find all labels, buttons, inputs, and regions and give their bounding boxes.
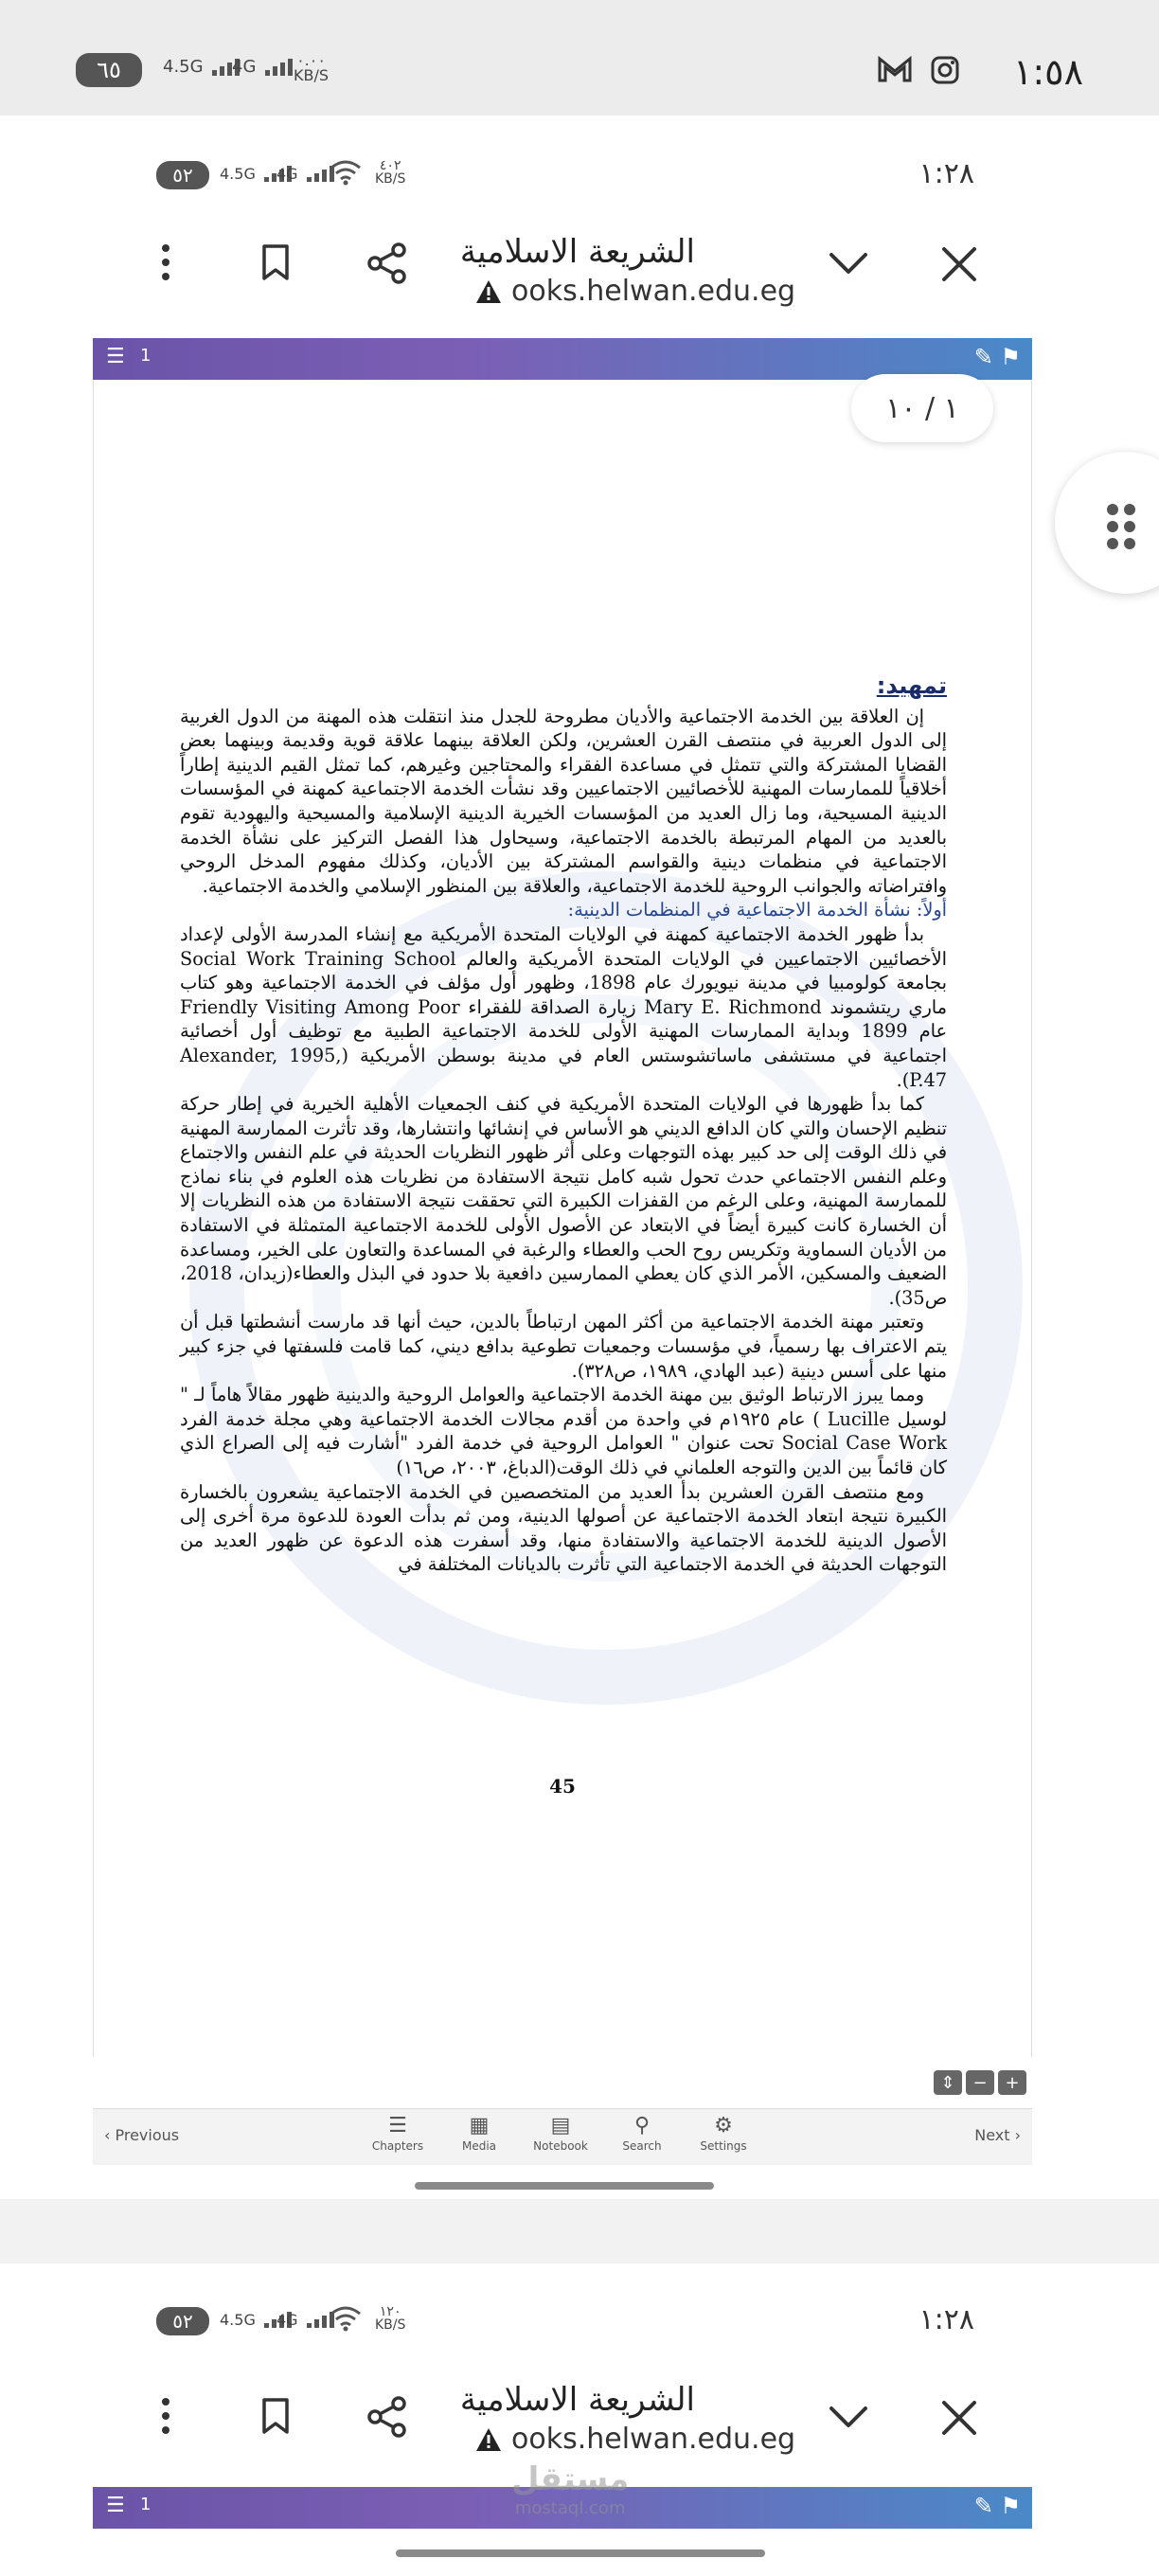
page-title: الشريعة الاسلامية xyxy=(459,2381,695,2419)
add-note-icon[interactable]: ✎ xyxy=(973,2493,993,2519)
add-note-icon[interactable]: ✎ xyxy=(973,344,993,370)
share-icon[interactable] xyxy=(365,241,410,286)
speed-unit: KB/S xyxy=(375,2317,406,2333)
battery-indicator xyxy=(76,53,142,87)
tab-label: Search xyxy=(622,2139,662,2153)
network-signal-2 xyxy=(232,55,293,76)
tab-media[interactable] xyxy=(441,2113,517,2153)
network-type-label: 4.5G xyxy=(220,165,256,183)
chapters-icon: ☰ xyxy=(388,2114,407,2138)
clock: ١:٢٨ xyxy=(918,157,974,190)
network-speed xyxy=(375,2305,405,2332)
notebook-icon: ▤ xyxy=(550,2114,571,2138)
next-button[interactable]: Next › xyxy=(974,2126,1021,2144)
battery-level: ٦٥ xyxy=(97,57,121,83)
paragraph: ومع منتصف القرن العشرين بدأ العديد من المتخصصين في الخدمة الاجتماعية يشعرون بالخسارة الكبيرة نتيجة ابتعاد الخدمة الاجتماعية عن أصولها الدينية، ومن ثم بدأت العودة للدعوة مرة أخرى إلى الأصول الدينية للخدمة الاجتماعية والاستفادة منها، وقد أسفرت هذه الدعوة عن ظهور العديد من التوجهات الحديثة في الخدمة الاجتماعية التي تأثرت بالديانات المختلفة في xyxy=(180,1480,947,1576)
notification-icons xyxy=(877,55,960,85)
chevron-down-icon[interactable] xyxy=(826,2398,871,2436)
tab-chapters[interactable] xyxy=(360,2113,436,2153)
warning-icon[interactable] xyxy=(473,2424,504,2455)
bookmark-icon[interactable]: ⚑ xyxy=(1000,344,1021,370)
subheading: أولاً: نشأة الخدمة الاجتماعية في المنظمات الدينية: xyxy=(567,899,947,921)
more-options-icon[interactable] xyxy=(144,241,187,284)
speed-value: ٤٠٢ xyxy=(379,158,401,173)
network-speed xyxy=(375,159,405,186)
page-counter: ١ / ١٠ xyxy=(851,374,993,442)
battery-indicator xyxy=(156,2307,209,2335)
watermark-english: mostaql.com xyxy=(514,2498,626,2518)
reader-tools xyxy=(974,2493,1021,2519)
chevron-down-icon[interactable] xyxy=(826,244,871,282)
paragraph: بدأ ظهور الخدمة الاجتماعية كمهنة في الولايات المتحدة الأمريكية مع إنشاء المدرسة الأولى لإعداد الأخصائيين الاجتماعيين في الولايات المتحدة الأمريكية والعالم Social Work Training School بجامعة كولومبيا في مدينة نيويورك عام 1898، وظهور أول مؤلف في الخدمة الاجتماعية وهو كتاب ماري ريتشموند Mary E. Richmond زيارة الصداقة للفقراء Friendly Visiting Among Poor عام 1899 وبداية الممارسات المهنية الأولى للخدمة الاجتماعية الطبية مع توظيف أول أخصائية اجتماعية في مستشفى ماساتشوستس العام في مدينة بوسطن الأمريكية (Alexander, 1995, P.47). xyxy=(180,922,947,1091)
url-text[interactable]: ooks.helwan.edu.eg xyxy=(511,2423,796,2456)
network-type-label: 4G xyxy=(276,165,298,183)
more-options-icon[interactable] xyxy=(144,2394,187,2438)
zoom-tools xyxy=(934,2070,1026,2095)
tab-label: Chapters xyxy=(371,2139,424,2153)
close-icon[interactable] xyxy=(937,2396,981,2440)
reader-tools xyxy=(974,344,1021,370)
home-indicator-2[interactable] xyxy=(396,2549,765,2557)
network-type-label: 4.5G xyxy=(220,2311,256,2329)
battery-indicator xyxy=(156,161,209,189)
tab-label: Notebook xyxy=(533,2139,588,2153)
network-type-label: 4G xyxy=(276,2311,298,2329)
network-signal-2 xyxy=(276,161,334,182)
reader-bottom-nav xyxy=(93,2108,1032,2165)
speed-value: ٠.٠٠ xyxy=(296,51,326,69)
document-body xyxy=(180,674,947,1577)
home-indicator[interactable] xyxy=(415,2182,714,2190)
previous-label: Previous xyxy=(115,2126,180,2144)
wifi-icon xyxy=(330,2305,362,2332)
watermark-arabic: مستقل xyxy=(511,2460,630,2498)
bookmark-icon[interactable] xyxy=(254,241,297,284)
tab-label: Media xyxy=(461,2139,497,2153)
warning-icon[interactable] xyxy=(473,277,504,307)
network-speed xyxy=(294,53,329,83)
battery-level: ٥٢ xyxy=(172,164,193,187)
paragraph: إن العلاقة بين الخدمة الاجتماعية والأديان مطروحة للجدل منذ انتقلت هذه المهنة من الدول الغربية إلى الدول العربية في منتصف القرن العشرين، ولكن العلاقة بينهما علاقة قوية وقديمة وبينهما بعض القضايا المشتركة والتي تتمثل في مساعدة الفقراء والمحتاجين وغيرهم، كما تمثل القيم الدينية إطاراً أخلاقياً للممارسات المهنية للأخصائيين الاجتماعيين وقد نشأت الخدمة الاجتماعية كمهنة في المؤسسات الدينية المسيحية، وما زال العديد من المؤسسات الخيرية الدينية الإسلامية والمسيحية واليهودية تقوم بالعديد من المهام المرتبطة بالخدمة الاجتماعية، وسيحاول هذا الفصل التركيز على نشأة الخدمة الاجتماعية في منظمات دينية والقواسم المشتركة بين الأديان، وكذلك مفهوم المدخل الروحي وافتراضاته والجوانب الروحية للخدمة الاجتماعية، والعلاقة بين المنظور الإسلامي والخدمة الاجتماعية. xyxy=(180,705,947,897)
gmail-icon xyxy=(877,55,913,83)
menu-icon[interactable]: ☰ xyxy=(106,345,125,368)
reader-page-number: 1 xyxy=(140,2495,152,2514)
section-heading: تمهيد: xyxy=(876,672,947,699)
outer-status-bar xyxy=(0,0,1159,116)
speed-value: ١٢٠ xyxy=(379,2304,401,2319)
battery-level: ٥٢ xyxy=(172,2310,193,2333)
site-watermark xyxy=(511,2460,629,2518)
previous-button[interactable]: ‹ Previous xyxy=(104,2126,180,2144)
paragraph: ومما يبرز الارتباط الوثيق بين مهنة الخدمة الاجتماعية والعوامل الروحية والدينية ظهور مقالاً هاماً لـ " لوسيل Lucille ) عام ١٩٢٥م في واحدة من أقدم مجالات الخدمة الاجتماعية وهي مجلة خدمة الفرد Social Case Work تحت عنوان " العوامل الروحية في خدمة الفرد "أشارت فيه إلى الصراع الذي كان قائماً بين الدين والتوجه العلماني في ذلك الوقت(الدباغ، ٢٠٠٣، ص١٦) xyxy=(180,1384,947,1478)
zoom-in-icon[interactable]: + xyxy=(998,2070,1026,2095)
signal-bars-icon xyxy=(265,55,293,76)
speed-unit: KB/S xyxy=(375,171,406,187)
url-text[interactable]: ooks.helwan.edu.eg xyxy=(511,275,796,308)
wifi-icon xyxy=(330,159,362,186)
reader-page-number: 1 xyxy=(140,346,152,366)
menu-icon[interactable]: ☰ xyxy=(106,2494,125,2517)
zoom-out-icon[interactable]: − xyxy=(966,2070,994,2095)
next-label: Next xyxy=(974,2126,1010,2144)
network-type-label: 4.5G xyxy=(163,57,204,77)
close-icon[interactable] xyxy=(937,242,981,286)
tab-search[interactable] xyxy=(604,2113,680,2153)
tab-notebook[interactable] xyxy=(523,2113,598,2153)
network-signal-2 xyxy=(276,2307,334,2328)
page-title: الشريعة الاسلامية xyxy=(459,233,695,271)
instagram-icon xyxy=(930,55,960,85)
clock: ١:٢٨ xyxy=(918,2303,974,2336)
search-icon: ⚲ xyxy=(633,2114,651,2138)
bookmark-icon[interactable]: ⚑ xyxy=(1000,2493,1021,2519)
network-signal xyxy=(163,55,240,76)
page-number: 45 xyxy=(549,1775,576,1798)
inner-screenshot-2 xyxy=(0,2263,1159,2576)
bookmark-icon[interactable] xyxy=(254,2394,297,2438)
apps-fab[interactable] xyxy=(1055,452,1159,594)
clock: ١:٥٨ xyxy=(1012,51,1083,93)
paragraph: وتعتبر مهنة الخدمة الاجتماعية من أكثر المهن ارتباطاً بالدين، حيث أنها قد مارست أنشطتها قبل أن يتم الاعتراف بها رسمياً، في مؤسسات وجمعيات تطوعية بدافع ديني، كما قامت فلسفتها في جزء كبير منها على أسس دينية (عبد الهادي، ١٩٨٩، ص٣٢٨). xyxy=(180,1311,947,1382)
share-icon[interactable] xyxy=(365,2394,410,2440)
speed-unit: KB/S xyxy=(294,66,330,84)
apps-grid-icon xyxy=(1107,504,1145,542)
fit-page-icon[interactable]: ⇕ xyxy=(934,2070,962,2095)
paragraph: كما بدأ ظهورها في الولايات المتحدة الأمريكية في كنف الجمعيات الأهلية الخيرية في إطار حركة تنظيم الإحسان والتي كان الدافع الديني هو الأساس في إنشائها وانتشارها، وقد تأثرت الممارسة المهنية في ذلك الوقت إلى حد كبير بهذه التوجهات وعلى أثر ظهور النظريات الحديثة في علم النفس والاجتماع وعلم النفس الاجتماعي حدث تحول شبه كامل نتيجة الاستفادة من نظريات هذه العلوم في بناء نماذج للممارسة المهنية، وعلى الرغم من القفزات الكبيرة التي تحققت نتيجة الاستفادة من هذه النظريات إلا أن الخسارة كانت كبيرة أيضاً في الابتعاد عن الأصول الأولى للخدمة الاجتماعية المتمثلة في الاستفادة من الأديان السماوية وتكريس روح الحب والعطاء والرغبة في المساعدة والتعاون على الخير، ومساعدة الضعيف والمسكين، الأمر الذي كان يعطي الممارسين دافعية بلا حدود في البذل والعطاء(زيدان، 2018، ص35). xyxy=(180,1093,947,1309)
settings-icon: ⚙ xyxy=(714,2114,733,2138)
tab-settings[interactable] xyxy=(686,2113,761,2153)
media-icon: ▦ xyxy=(469,2114,490,2138)
network-type-label: 4G xyxy=(232,57,257,77)
tab-label: Settings xyxy=(700,2139,747,2153)
